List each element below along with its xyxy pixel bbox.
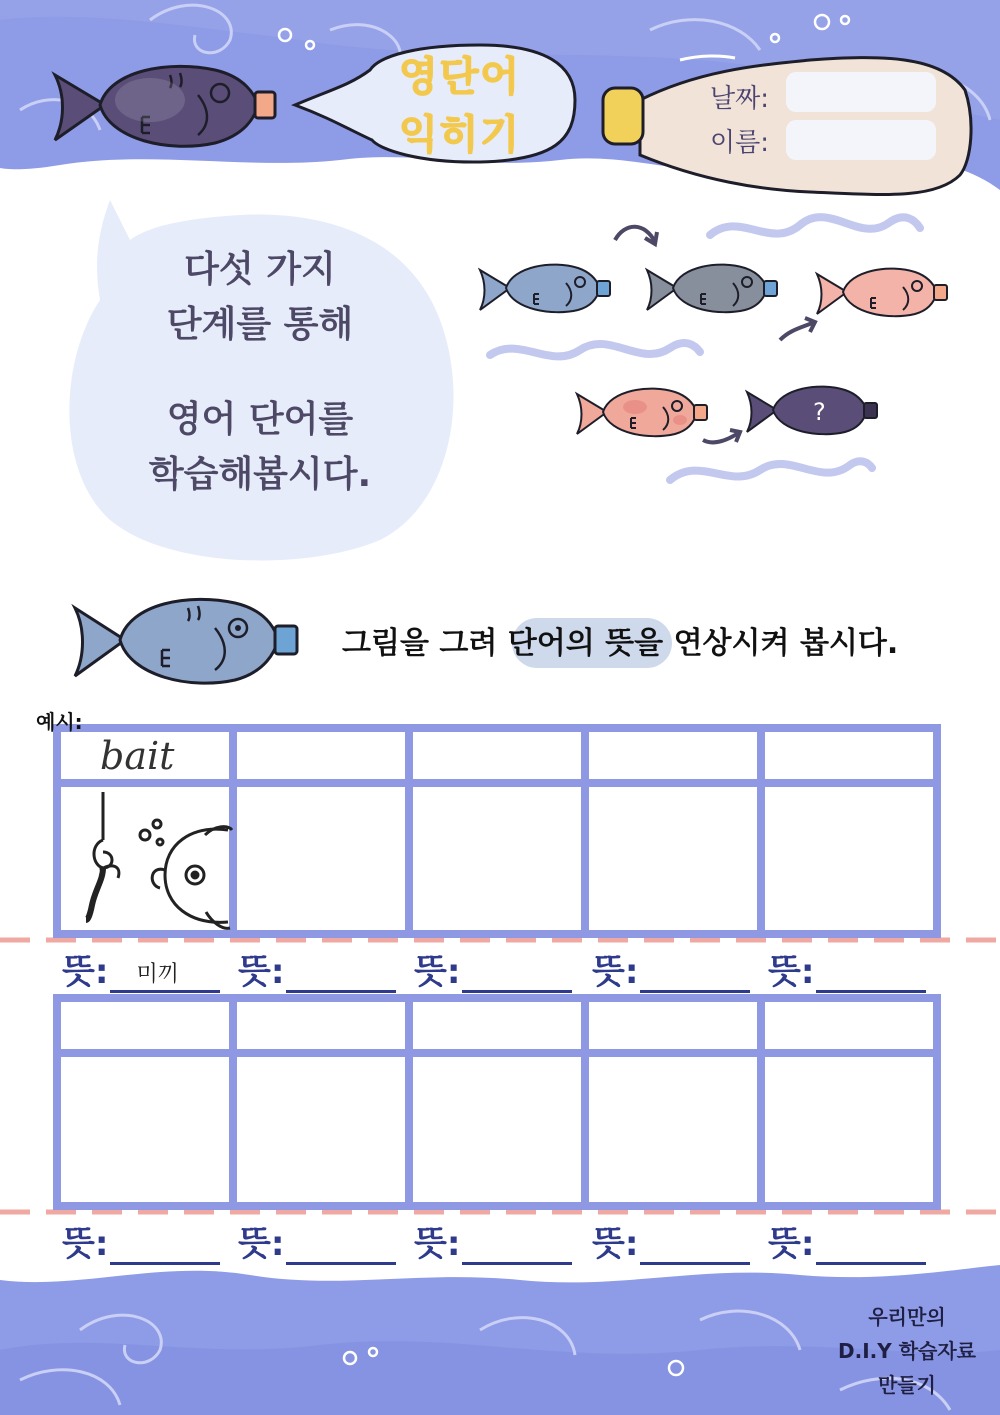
intro-line-3: 영어 단어를 (166, 399, 354, 440)
meaning-2-1[interactable] (62, 1216, 220, 1265)
credit (832, 1300, 982, 1402)
word-cell-2-2[interactable] (237, 1002, 405, 1050)
intro-line-4: 학습해봅시다. (148, 454, 372, 495)
drawing-cell-1-3[interactable] (413, 787, 581, 930)
title-line-2: 익히기 (399, 112, 521, 158)
meaning-2-5[interactable] (768, 1216, 926, 1265)
example-word: bait (100, 734, 175, 778)
meaning-label: 뜻: (414, 952, 461, 992)
word-cell-1-4[interactable] (589, 732, 757, 780)
meaning-label: 뜻: (592, 1224, 639, 1264)
meaning-2-4[interactable] (592, 1216, 750, 1265)
meaning-label: 뜻: (414, 1224, 461, 1264)
word-cell-1-3[interactable] (413, 732, 581, 780)
header-fish-icon (50, 55, 280, 155)
intro-line-2: 단계를 통해 (166, 304, 354, 345)
meaning-label: 뜻: (62, 952, 109, 992)
example-meaning: 미끼 (136, 962, 179, 987)
blue-fish-icon (478, 258, 613, 318)
drawing-cell-1-4[interactable] (589, 787, 757, 930)
word-cell-1-2[interactable] (237, 732, 405, 780)
credit-line-1: 우리만의 (868, 1305, 946, 1329)
page-title (360, 48, 560, 164)
word-cell-2-1[interactable] (61, 1002, 229, 1050)
meaning-1-1[interactable] (62, 944, 220, 993)
meaning-label: 뜻: (238, 952, 285, 992)
drawing-cell-1-5[interactable] (765, 787, 933, 930)
gray-fish-icon (645, 258, 780, 318)
drawing-cell-2-4[interactable] (589, 1057, 757, 1202)
instruction-fish-icon (70, 588, 300, 693)
meaning-label: 뜻: (238, 1224, 285, 1264)
meaning-2-2[interactable] (238, 1216, 396, 1265)
name-field[interactable] (786, 120, 936, 160)
name-label: 이름: (710, 128, 769, 158)
example-drawing (86, 792, 232, 928)
drawing-cell-2-3[interactable] (413, 1057, 581, 1202)
example-label: 예시: (36, 710, 83, 734)
mystery-fish-icon (745, 380, 880, 440)
meaning-1-3[interactable] (414, 944, 572, 993)
word-cell-2-3[interactable] (413, 1002, 581, 1050)
mystery-mark: ? (813, 398, 826, 426)
meaning-label: 뜻: (768, 952, 815, 992)
word-cell-2-4[interactable] (589, 1002, 757, 1050)
drawing-cell-2-1[interactable] (61, 1057, 229, 1202)
meaning-2-3[interactable] (414, 1216, 572, 1265)
credit-line-3: 만들기 (878, 1373, 936, 1397)
meaning-label: 뜻: (768, 1224, 815, 1264)
drawing-cell-2-2[interactable] (237, 1057, 405, 1202)
drawing-cell-1-2[interactable] (237, 787, 405, 930)
word-cell-2-5[interactable] (765, 1002, 933, 1050)
meaning-label: 뜻: (592, 952, 639, 992)
blush-fish-icon (575, 382, 710, 442)
intro-text (120, 242, 400, 502)
word-cell-1-5[interactable] (765, 732, 933, 780)
title-line-1: 영단어 (399, 54, 521, 100)
pink-fish-icon (815, 262, 950, 322)
meaning-1-5[interactable] (768, 944, 926, 993)
meaning-label: 뜻: (62, 1224, 109, 1264)
intro-line-1: 다섯 가지 (184, 249, 336, 290)
drawing-cell-2-5[interactable] (765, 1057, 933, 1202)
date-label: 날짜: (710, 84, 769, 114)
meaning-1-2[interactable] (238, 944, 396, 993)
instruction-text: 그림을 그려 단어의 뜻을 연상시켜 봅시다. (342, 626, 899, 661)
credit-line-2: D.I.Y 학습자료 (838, 1339, 976, 1363)
meaning-1-4[interactable] (592, 944, 750, 993)
date-field[interactable] (786, 72, 936, 112)
